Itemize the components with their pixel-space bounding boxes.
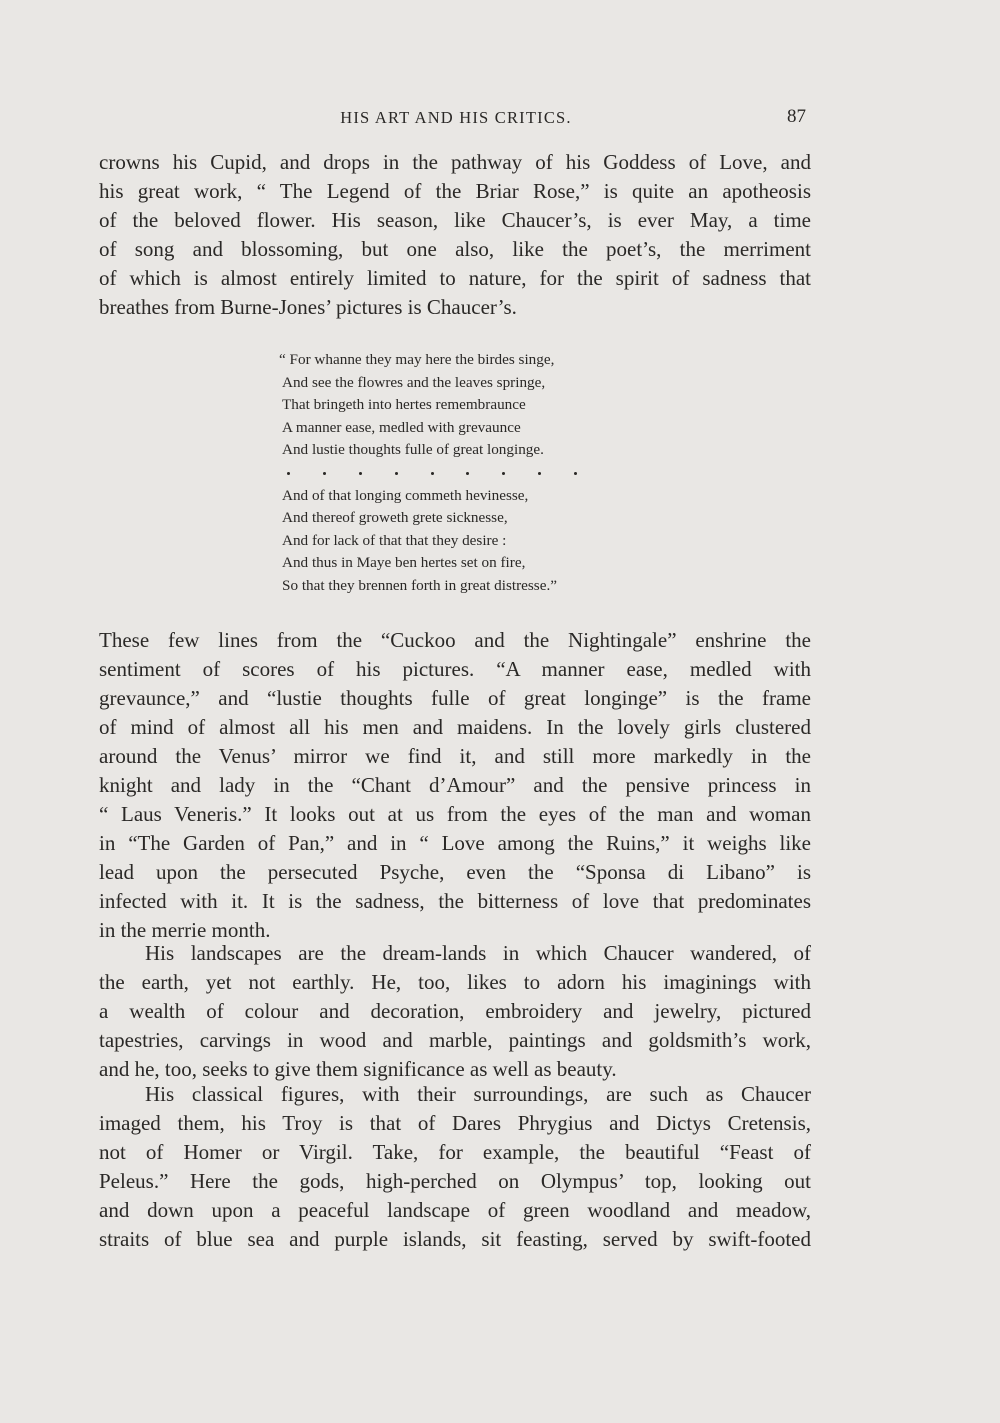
running-head-title: HIS ART AND HIS CRITICS. <box>340 108 572 127</box>
ellipsis-dot <box>538 472 541 475</box>
text-line: grevaunce,” and “lustie thoughts fulle of great longinge” is the frame <box>99 686 811 710</box>
ellipsis-dot <box>502 472 505 475</box>
text-line: His landscapes are the dream-lands in which Chaucer wandered, of <box>145 941 811 965</box>
text-line: lead upon the persecuted Psyche, even the “Sponsa di Libano” is <box>99 860 811 884</box>
verse-line: And thereof groweth grete sicknesse, <box>282 509 508 527</box>
text-line: These few lines from the “Cuckoo and the Nightingale” enshrine the <box>99 628 811 652</box>
text-line: crowns his Cupid, and drops in the pathway of his Goddess of Love, and <box>99 150 811 174</box>
verse-quotation <box>279 349 679 598</box>
text-line: his great work, “ The Legend of the Briar Rose,” is quite an apotheosis <box>99 179 811 203</box>
text-line: the earth, yet not earthly. He, too, likes to adorn his imaginings with <box>99 970 811 994</box>
paragraph-4 <box>99 1080 811 1254</box>
ellipsis-dot <box>466 472 469 475</box>
text-line: “ Laus Veneris.” It looks out at us from the eyes of the man and woman <box>99 802 811 826</box>
text-line: and he, too, seeks to give them significance as well as beauty. <box>99 1057 617 1081</box>
verse-line: And thus in Maye ben hertes set on fire, <box>282 554 526 572</box>
ellipsis-dot <box>574 472 577 475</box>
ellipsis-dot <box>431 472 434 475</box>
text-line: knight and lady in the “Chant d’Amour” and the pensive princess in <box>99 773 811 797</box>
text-line: breathes from Burne-Jones’ pictures is Chaucer’s. <box>99 295 517 319</box>
ellipsis-dot <box>359 472 362 475</box>
text-line: around the Venus’ mirror we find it, and still more markedly in the <box>99 744 811 768</box>
verse-line: And for lack of that that they desire : <box>282 531 507 549</box>
verse-line: That bringeth into hertes remembraunce <box>282 396 526 414</box>
verse-line: And of that longing commeth hevinesse, <box>282 486 529 504</box>
paragraph-3 <box>99 939 811 1084</box>
text-line: of which is almost entirely limited to nature, for the spirit of sadness that <box>99 266 811 290</box>
ellipsis-dot <box>395 472 398 475</box>
text-line: Peleus.” Here the gods, high-perched on Olympus’ top, looking out <box>99 1169 811 1193</box>
text-line: of the beloved flower. His season, like Chaucer’s, is ever May, a time <box>99 208 811 232</box>
text-line: in the merrie month. <box>99 918 271 942</box>
verse-line: So that they brennen forth in great distresse.” <box>282 576 557 594</box>
text-line: in “The Garden of Pan,” and in “ Love among the Ruins,” it weighs like <box>99 831 811 855</box>
running-head <box>100 108 812 132</box>
text-line: of song and blossoming, but one also, like the poet’s, the merriment <box>99 237 811 261</box>
paragraph-1 <box>99 148 811 322</box>
verse-line: “ For whanne they may here the birdes singe, <box>279 351 555 368</box>
verse-ellipsis <box>279 462 577 485</box>
text-line: not of Homer or Virgil. Take, for example, the beautiful “Feast of <box>99 1140 811 1164</box>
text-line: straits of blue sea and purple islands, sit feasting, served by swift-footed <box>99 1227 811 1251</box>
text-line: tapestries, carvings in wood and marble, paintings and goldsmith’s work, <box>99 1028 811 1052</box>
verse-line: And lustie thoughts fulle of great longinge. <box>282 441 544 459</box>
text-line: His classical figures, with their surroundings, are such as Chaucer <box>145 1082 811 1106</box>
verse-line: A manner ease, medled with grevaunce <box>282 418 521 436</box>
page-number: 87 <box>787 106 806 127</box>
ellipsis-dot <box>287 472 290 475</box>
text-line: a wealth of colour and decoration, embroidery and jewelry, pictured <box>99 999 811 1023</box>
verse-line: And see the flowres and the leaves springe, <box>282 373 546 391</box>
paragraph-2 <box>99 626 811 945</box>
text-line: of mind of almost all his men and maidens. In the lovely girls clustered <box>99 715 811 739</box>
text-line: and down upon a peaceful landscape of green woodland and meadow, <box>99 1198 811 1222</box>
text-line: sentiment of scores of his pictures. “A manner ease, medled with <box>99 657 811 681</box>
text-line: infected with it. It is the sadness, the bitterness of love that predominates <box>99 889 811 913</box>
ellipsis-dot <box>323 472 326 475</box>
text-line: imaged them, his Troy is that of Dares Phrygius and Dictys Cretensis, <box>99 1111 811 1135</box>
